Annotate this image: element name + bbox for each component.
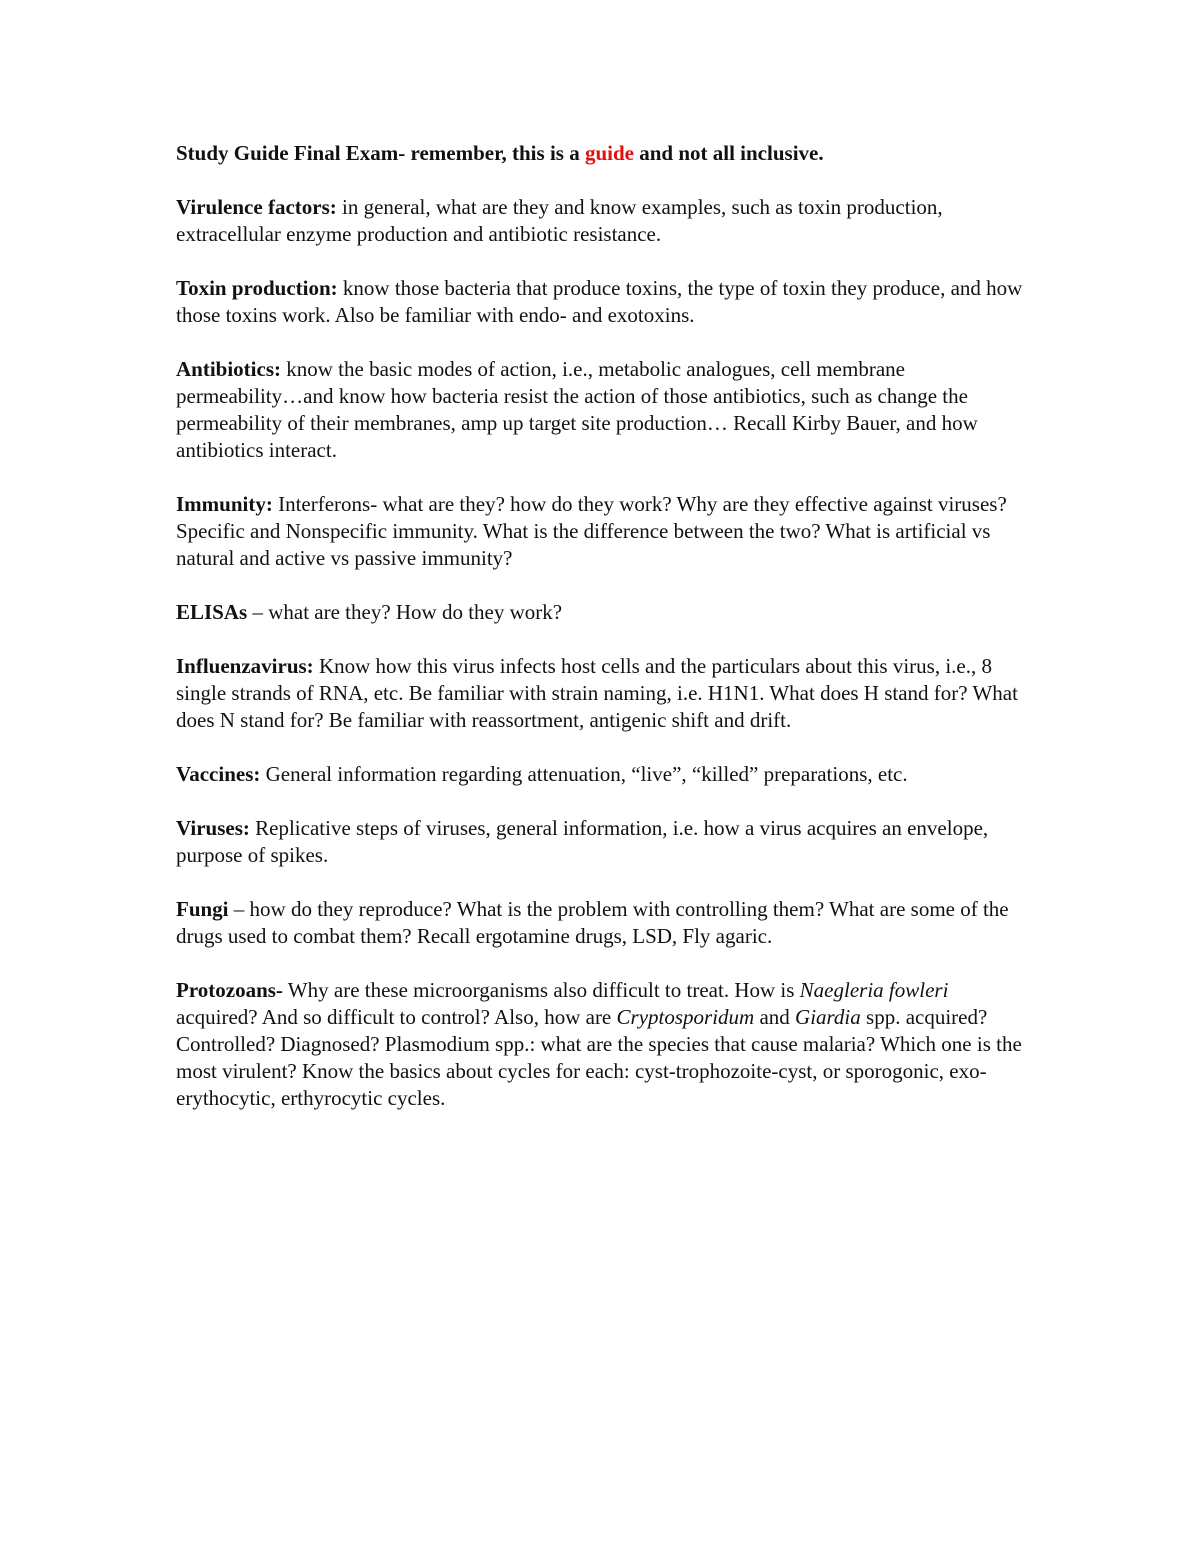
section-text: spp. acquired? Controlled? Diagnosed? Plasmodium spp.: what are the species that cause malaria? Which one is the most virulent? Know the basics about cycles for each: cyst-trophozoite-cyst, or sporogonic, exo-erythocytic, erthyrocytic cycles. [176,1005,1022,1110]
section-protozoans [176,977,1026,1112]
section-term: Antibiotics: [176,357,281,381]
document-body [176,140,1026,1139]
section-text: and [754,1005,796,1029]
section-text: Replicative steps of viruses, general information, i.e. how a virus acquires an envelope, purpose of spikes. [176,816,989,867]
section-text: Interferons- what are they? how do they work? Why are they effective against viruses? Specific and Nonspecific immunity. What is the difference between the two? What is artificial vs natural and active vs passive immunity? [176,492,1007,570]
section-viruses [176,815,1026,869]
section-text: General information regarding attenuation, “live”, “killed” preparations, etc. [260,762,908,786]
title-highlight: guide [584,141,634,165]
section-influenza [176,653,1026,734]
section-text: Why are these microorganisms also difficult to treat. How is [282,978,800,1002]
section-term: Toxin production: [176,276,338,300]
section-fungi [176,896,1026,950]
section-toxin [176,275,1026,329]
section-text: – how do they reproduce? What is the problem with controlling them? What are some of the drugs used to combat them? Recall ergotamine drugs, LSD, Fly agaric. [176,897,1009,948]
section-virulence [176,194,1026,248]
section-elisas [176,599,1026,626]
section-text: acquired? And so difficult to control? Also, how are [176,1005,617,1029]
species-name: Giardia [795,1005,861,1029]
section-term: Immunity: [176,492,273,516]
section-text: know those bacteria that produce toxins, the type of toxin they produce, and how those toxins work. Also be familiar with endo- and exotoxins. [176,276,1023,327]
section-term: Vaccines: [176,762,261,786]
section-term: Fungi [176,897,229,921]
species-name: Naegleria fowleri [799,978,949,1002]
species-name: Cryptosporidum [616,1005,755,1029]
section-immunity [176,491,1026,572]
title-prefix: Study Guide Final Exam- remember, this is a [176,141,585,165]
document-title [176,140,1026,167]
section-term: Virulence factors: [176,195,337,219]
section-text: know the basic modes of action, i.e., metabolic analogues, cell membrane permeability…and know how bacteria resist the action of those antibiotics, such as change the permeability of their membranes, amp up target site production… Recall Kirby Bauer, and how antibiotics interact. [176,357,978,462]
section-term: ELISAs [176,600,248,624]
section-vaccines [176,761,1026,788]
section-term: Viruses: [176,816,250,840]
title-suffix: and not all inclusive. [633,141,824,165]
section-antibiotics [176,356,1026,464]
section-text: Know how this virus infects host cells and the particulars about this virus, i.e., 8 single strands of RNA, etc. Be familiar with strain naming, i.e. H1N1. What does H stand for? What does N stand for? Be familiar with reassortment, antigenic shift and drift. [176,654,1018,732]
section-text: – what are they? How do they work? [247,600,563,624]
section-term: Influenzavirus: [176,654,314,678]
section-text: in general, what are they and know examples, such as toxin production, extracellular enzyme production and antibiotic resistance. [176,195,943,246]
section-term: Protozoans- [176,978,283,1002]
